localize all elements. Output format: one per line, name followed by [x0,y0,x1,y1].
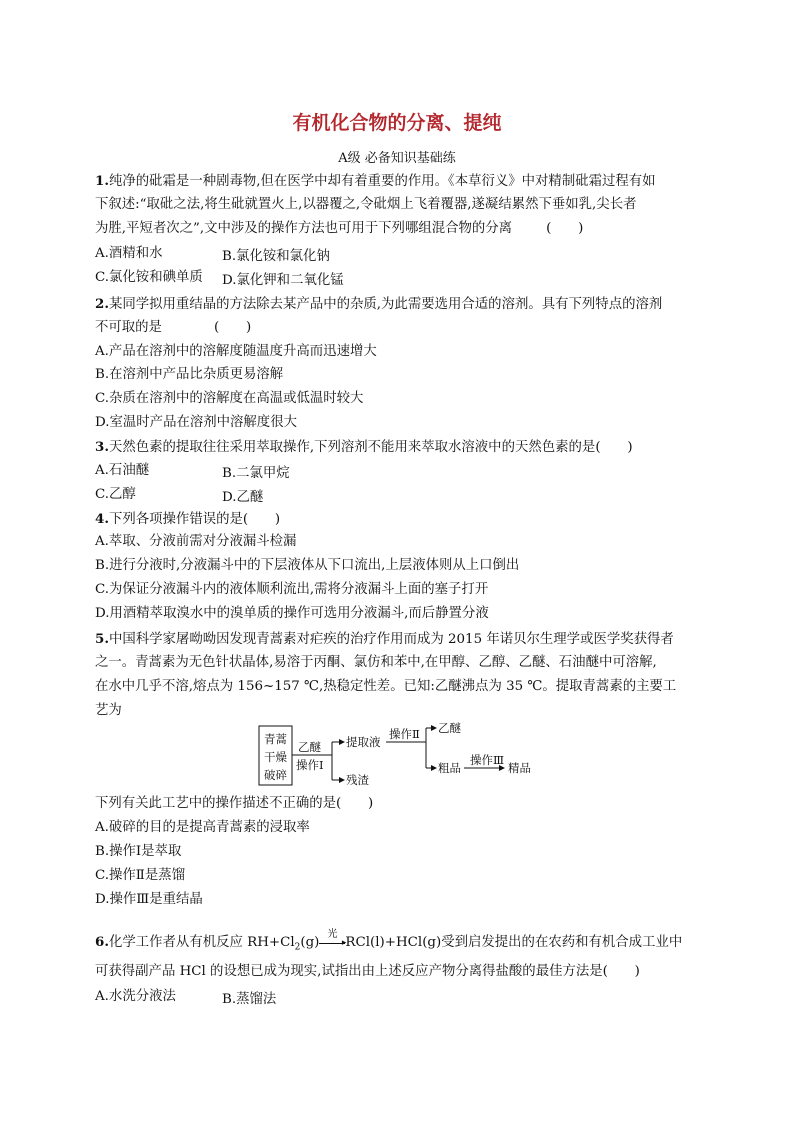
answer-paren: ( ) [602,964,640,979]
answer-paren: ( ) [336,796,374,811]
reagent-label: 乙醚 [298,740,321,754]
q1-option-a: A.酒精和水 [95,246,163,261]
q6-line-1: 6.化学工作者从有机反应 $RH+Cl_2(g)$ ▸ 光 RCl(l)+HCl(g)受到启发提出的在农药和有机合成工业中 [95,933,682,957]
answer-paren: ( ) [242,512,281,527]
q5-line-2: 之一。青蒿素为无色针状晶体,易溶于丙酮、氯仿和苯中,在甲醇、乙醇、乙醚、石油醚中可溶解, [95,655,657,670]
q3-option-d: D.乙醚 [222,490,264,505]
q5-option-b: B.操作Ⅰ是萃取 [95,844,182,859]
q3-option-c: C.乙醇 [95,487,136,502]
q2-line-1: 2.某同学拟用重结晶的方法除去某产品中的杂质,为此需要选用合适的溶剂。具有下列特点的溶剂 [95,296,663,312]
page-title: 有机化合物的分离、提纯 [292,112,502,134]
op1-label: 操作Ⅰ [296,758,324,772]
q1-line-1: 1.纯净的砒霜是一种剧毒物,但在医学中却有着重要的作用。《本草衍义》中对精制砒霜过程有如 [95,173,656,189]
q1-line-3: 为胜,平短者次之”,文中涉及的操作方法也可用于下列哪组混合物的分离 ( ) [95,221,584,236]
q4-option-b: B.进行分液时,分液漏斗中的下层液体从下口流出,上层液体则从上口倒出 [95,558,520,573]
op2-label: 操作Ⅱ [389,727,420,741]
q5-option-c: C.操作Ⅱ是蒸馏 [95,868,186,883]
q5-option-d: D.操作Ⅲ是重结晶 [95,892,203,907]
section-heading: A级 必备知识基础练 [338,151,456,166]
q6-line-2: 可获得副产品 HCl 的设想已成为现实,试指出由上述反应产物分离得盐酸的最佳方法是( ) [95,964,640,979]
q1-number: 1. [95,173,109,189]
q5-line-3: 在水中几乎不溶,熔点为 156~157 ℃,热稳定性差。已知:乙醚沸点为 35 ℃。提取青蒿素的主要工 [95,679,677,694]
q3-option-b: B.二氯甲烷 [222,466,290,481]
q5-stem: 下列有关此工艺中的操作描述不正确的是( ) [95,796,374,811]
box-line-3: 破碎 [264,768,287,782]
q3-number: 3. [95,439,109,455]
ether-label: 乙醚 [438,722,461,735]
q2-option-b: B.在溶剂中产品比杂质更易溶解 [95,367,284,382]
residue-label: 残渣 [346,773,369,787]
q4-number: 4. [95,511,109,527]
q6-option-a: A.水洗分液法 [95,989,176,1004]
extract-label: 提取液 [346,735,381,749]
q5-line-1: 5.中国科学家屠呦呦因发现青蒿素对疟疾的治疗作用而成为 2015 年诺贝尔生理学或医学奖获得者 [95,631,674,647]
pure-label: 精品 [508,761,531,775]
q1-line-2: 下叙述:“取砒之法,将生砒就置火上,以器覆之,令砒烟上飞着覆器,遂凝结累然下垂如乳,尖长者 [95,197,637,212]
q5-option-a: A.破碎的目的是提高青蒿素的浸取率 [95,820,310,835]
q4-option-a: A.萃取、分液前需对分液漏斗检漏 [95,534,297,549]
answer-paren: ( ) [213,320,252,335]
answer-paren: ( ) [546,221,584,236]
q1-option-b: B.氯化铵和氯化钠 [222,249,330,264]
q3-option-a: A.石油醚 [95,463,150,478]
box-line-1: 青蒿 [264,732,287,746]
box-line-2: 干燥 [264,750,287,764]
q6-option-b: B.蒸馏法 [222,992,277,1007]
q4-option-d: D.用酒精萃取溴水中的溴单质的操作可选用分液漏斗,而后静置分液 [95,606,489,621]
q2-option-a: A.产品在溶剂中的溶解度随温度升高而迅速增大 [95,344,377,359]
q1-option-d: D.氯化钾和二氧化锰 [222,273,344,288]
q2-line-2: 不可取的是 ( ) [95,320,252,335]
q1-option-c: C.氯化铵和碘单质 [95,270,203,285]
q6-number: 6. [95,934,109,950]
q5-number: 5. [95,631,109,647]
q3-line-1: 3.天然色素的提取往往采用萃取操作,下列溶剂不能用来萃取水溶液中的天然色素的是( ) [95,439,633,455]
q4-line-1: 4.下列各项操作错误的是( ) [95,511,281,527]
crude-label: 粗品 [438,761,461,775]
q4-option-c: C.为保证分液漏斗内的液体顺利流出,需将分液漏斗上面的塞子打开 [95,582,489,597]
q2-number: 2. [95,296,109,312]
reaction-arrow: ▸ 光 [319,938,345,948]
q5-line-4: 艺为 [95,703,122,718]
extraction-flow-diagram [258,722,548,790]
answer-paren: ( ) [595,440,633,455]
op3-label: 操作Ⅲ [470,753,505,767]
q2-option-c: C.杂质在溶剂中的溶解度在高温或低温时较大 [95,391,364,406]
light-condition: 光 [327,928,338,940]
q2-option-d: D.室温时产品在溶剂中溶解度很大 [95,415,297,430]
